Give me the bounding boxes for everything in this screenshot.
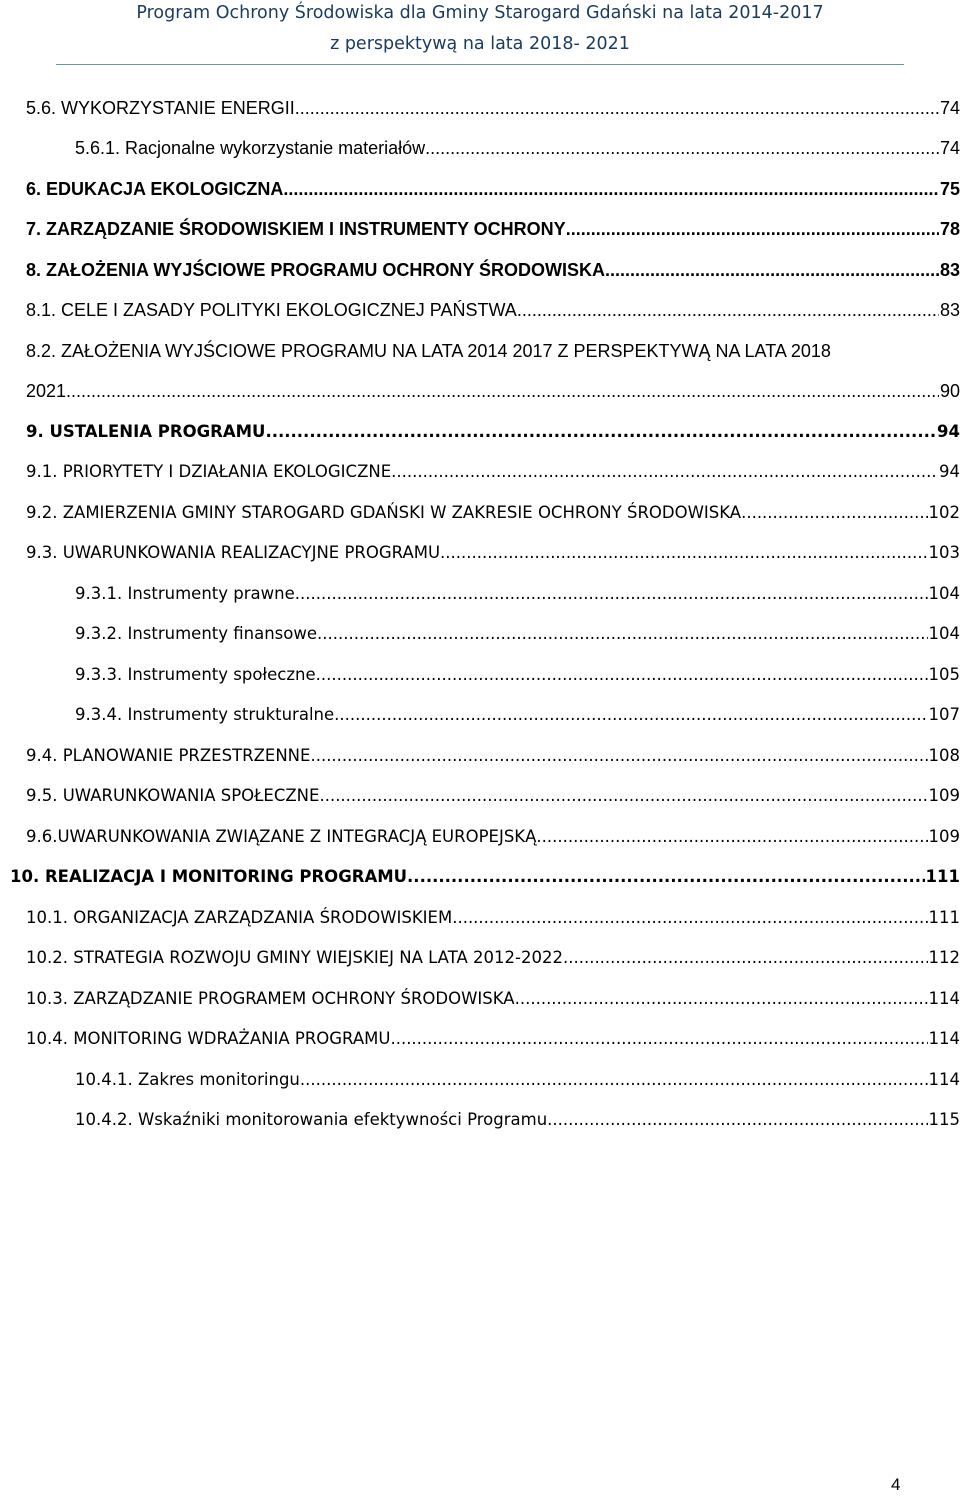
toc-entry-label: 6. EDUKACJA EKOLOGICZNA — [26, 179, 284, 199]
toc-entry-label: 9. USTALENIA PROGRAMU — [26, 422, 266, 441]
toc-entry-page: 103 — [928, 543, 960, 562]
toc-entry-page: 104 — [928, 584, 960, 603]
toc-entry[interactable] — [26, 298, 960, 322]
toc-leader-dots — [517, 298, 939, 322]
toc-leader-dots — [316, 663, 928, 687]
header-divider — [56, 64, 904, 65]
toc-entry[interactable] — [26, 258, 960, 282]
toc-leader-dots — [283, 177, 939, 201]
toc-entry-label: 9.5. UWARUNKOWANIA SPOŁECZNE — [26, 786, 320, 805]
toc-entry-page: 114 — [928, 989, 960, 1008]
toc-entry[interactable] — [26, 177, 960, 201]
toc-entry[interactable] — [26, 217, 960, 241]
toc-entry-page: 109 — [928, 827, 960, 846]
page-number: 4 — [891, 1475, 901, 1494]
toc-entry-label: 9.3.3. Instrumenty społeczne — [75, 665, 316, 684]
toc-leader-dots — [547, 1108, 927, 1132]
toc-entry[interactable] — [26, 987, 960, 1011]
toc-entry[interactable] — [26, 946, 960, 970]
toc-entry-wrapped[interactable] — [26, 339, 831, 363]
toc-entry[interactable] — [75, 1108, 960, 1132]
toc-entry-page: 74 — [939, 138, 960, 158]
toc-entry-label: 9.1. PRIORYTETY I DZIAŁANIA EKOLOGICZNE — [26, 462, 392, 481]
toc-entry-page: 114 — [928, 1029, 960, 1048]
toc-entry[interactable] — [26, 906, 960, 930]
toc-entry[interactable] — [26, 96, 960, 120]
toc-entry[interactable] — [26, 379, 960, 403]
toc-leader-dots — [605, 258, 939, 282]
toc-entry-page: 83 — [939, 260, 960, 280]
toc-entry[interactable] — [26, 420, 960, 444]
toc-leader-dots — [440, 541, 927, 565]
toc-entry-label: 9.3.2. Instrumenty finansowe — [75, 624, 318, 643]
toc-entry[interactable] — [26, 460, 960, 484]
toc-leader-dots — [563, 946, 928, 970]
toc-entry-label: 10.4.1. Zakres monitoringu — [75, 1070, 300, 1089]
toc-entry-label: 8.1. CELE I ZASADY POLITYKI EKOLOGICZNEJ PAŃSTWA — [26, 300, 517, 320]
toc-leader-dots — [295, 582, 928, 606]
toc-entry-label: 8. ZAŁOŻENIA WYJŚCIOWE PROGRAMU OCHRONY ŚRODOWISKA — [26, 260, 606, 280]
toc-entry[interactable] — [26, 825, 960, 849]
toc-entry-page: 111 — [928, 908, 960, 927]
toc-leader-dots — [265, 420, 936, 444]
toc-entry-label-continuation: 2021. — [26, 381, 72, 401]
toc-entry[interactable] — [75, 1068, 960, 1092]
toc-entry-label: 9.6.UWARUNKOWANIA ZWIĄZANE Z INTEGRACJĄ EUROPEJSKĄ — [26, 827, 537, 846]
toc-entry-page: 115 — [928, 1110, 960, 1129]
toc-entry-page: 107 — [928, 705, 960, 724]
toc-entry-page: 108 — [928, 746, 960, 765]
toc-leader-dots — [566, 217, 939, 241]
toc-entry-page: 90 — [939, 381, 960, 401]
toc-entry-page: 105 — [928, 665, 960, 684]
toc-entry-label: 9.3. UWARUNKOWANIA REALIZACYJNE PROGRAMU — [26, 543, 441, 562]
toc-leader-dots — [295, 96, 939, 120]
toc-entry-label: 10. REALIZACJA I MONITORING PROGRAMU — [10, 867, 408, 886]
toc-entry-page: 94 — [939, 462, 960, 481]
toc-entry-label: 9.3.1. Instrumenty prawne — [75, 584, 295, 603]
toc-entry[interactable] — [10, 865, 960, 889]
toc-entry-label: 10.4. MONITORING WDRAŻANIA PROGRAMU — [26, 1029, 391, 1048]
toc-entry-page: 111 — [925, 867, 960, 886]
toc-leader-dots — [536, 825, 927, 849]
toc-entry-page: 83 — [939, 300, 960, 320]
toc-entry-label: 10.4.2. Wskaźniki monitorowania efektywności Programu — [75, 1110, 548, 1129]
toc-entry-label: 8.2. ZAŁOŻENIA WYJŚCIOWE PROGRAMU NA LATA 2014 2017 Z PERSPEKTYWĄ NA LATA 2018 — [26, 341, 831, 361]
toc-entry-page: 78 — [939, 219, 960, 239]
toc-entry-label: 9.3.4. Instrumenty strukturalne — [75, 705, 335, 724]
toc-entry[interactable] — [26, 541, 960, 565]
toc-entry-page: 102 — [928, 503, 960, 522]
toc-entry-page: 112 — [928, 948, 960, 967]
toc-entry[interactable] — [75, 582, 960, 606]
toc-leader-dots — [317, 622, 927, 646]
toc-leader-dots — [319, 784, 927, 808]
toc-leader-dots — [71, 379, 939, 403]
toc-leader-dots — [425, 136, 939, 160]
toc-leader-dots — [515, 987, 928, 1011]
toc-leader-dots — [390, 1027, 927, 1051]
header-subtitle: z perspektywą na lata 2018- 2021 — [330, 34, 630, 54]
toc-entry-label: 10.3. ZARZĄDZANIE PROGRAMEM OCHRONY ŚRODOWISKA — [26, 989, 515, 1008]
toc-entry[interactable] — [75, 136, 960, 160]
toc-entry-label: 7. ZARZĄDZANIE ŚRODOWISKIEM I INSTRUMENTY OCHRONY — [26, 219, 566, 239]
toc-entry[interactable] — [75, 622, 960, 646]
toc-entry-page: 109 — [928, 786, 960, 805]
toc-entry-label: 9.4. PLANOWANIE PRZESTRZENNE — [26, 746, 311, 765]
toc-leader-dots — [300, 1068, 928, 1092]
toc-entry[interactable] — [26, 784, 960, 808]
toc-entry-label: 10.1. ORGANIZACJA ZARZĄDZANIA ŚRODOWISKIEM — [26, 908, 453, 927]
toc-entry[interactable] — [75, 703, 960, 727]
toc-entry-page: 74 — [939, 98, 960, 118]
toc-entry-page: 75 — [939, 179, 960, 199]
toc-leader-dots — [452, 906, 927, 930]
toc-leader-dots — [334, 703, 927, 727]
toc-leader-dots — [310, 744, 927, 768]
toc-entry-page: 104 — [928, 624, 960, 643]
toc-entry-label: 9.2. ZAMIERZENIA GMINY STAROGARD GDAŃSKI W ZAKRESIE OCHRONY ŚRODOWISKA — [26, 503, 742, 522]
toc-entry[interactable] — [75, 663, 960, 687]
toc-entry[interactable] — [26, 501, 960, 525]
toc-entry-label: 5.6. WYKORZYSTANIE ENERGII — [26, 98, 295, 118]
toc-leader-dots — [391, 460, 938, 484]
toc-entry[interactable] — [26, 1027, 960, 1051]
header-title: Program Ochrony Środowiska dla Gminy Starogard Gdański na lata 2014-2017 — [136, 3, 824, 23]
toc-leader-dots — [407, 865, 925, 889]
toc-entry-label: 5.6.1. Racjonalne wykorzystanie materiałów — [75, 138, 426, 158]
toc-entry-page: 94 — [937, 422, 960, 441]
toc-leader-dots — [741, 501, 927, 525]
toc-entry-page: 114 — [928, 1070, 960, 1089]
toc-entry-label: 10.2. STRATEGIA ROZWOJU GMINY WIEJSKIEJ NA LATA 2012-2022 — [26, 948, 563, 967]
toc-entry[interactable] — [26, 744, 960, 768]
